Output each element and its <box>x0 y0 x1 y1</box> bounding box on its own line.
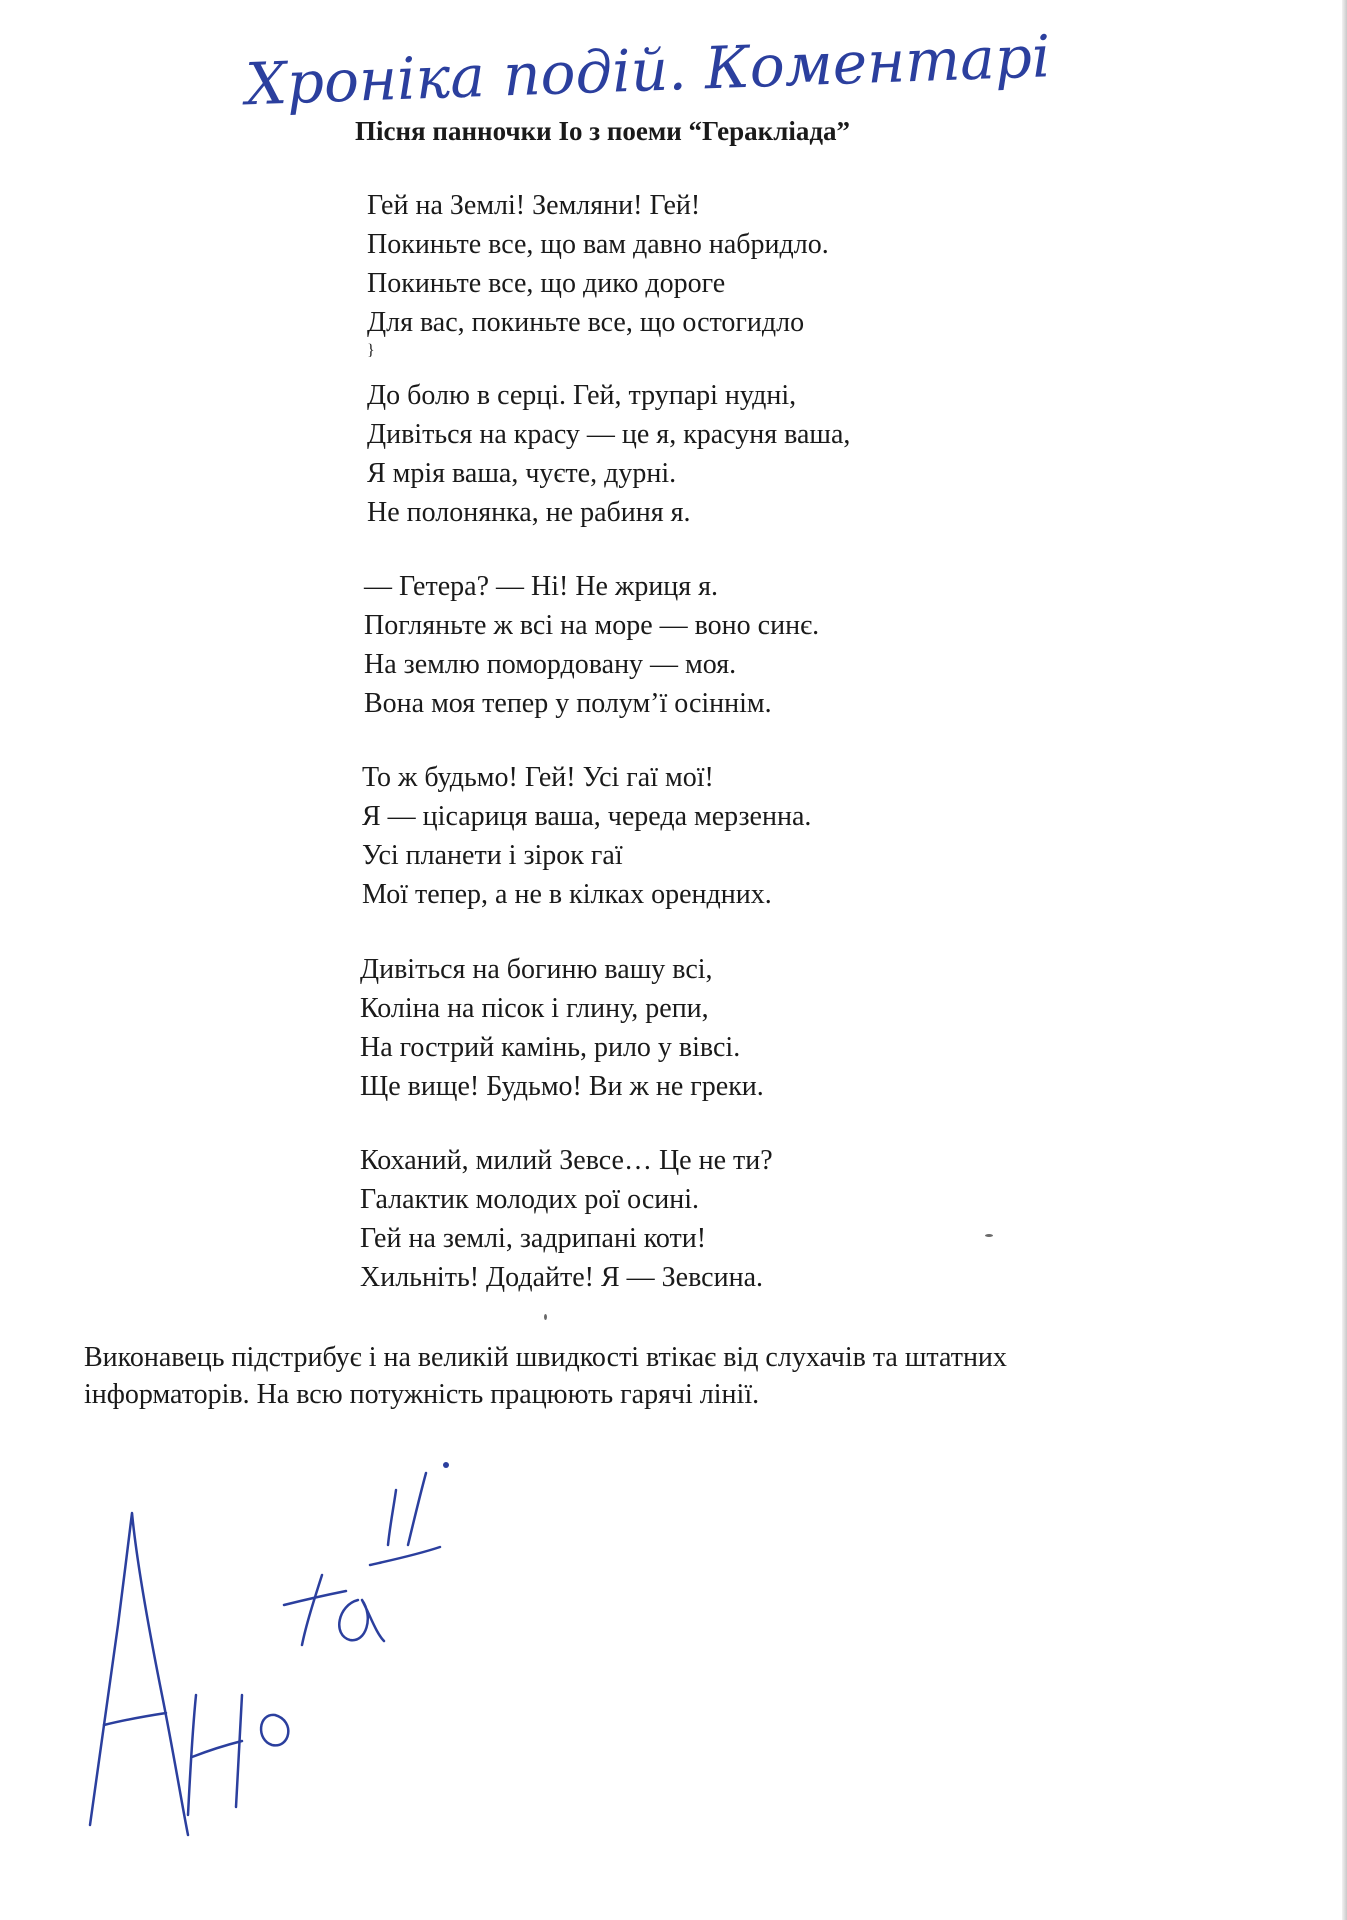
scan-speck <box>985 1234 993 1237</box>
poem-line: Коханий, милий Зевсе… Це не ти? <box>360 1145 773 1176</box>
poem-line: Я — цісариця ваша, череда мерзенна. <box>362 801 812 832</box>
poem-line: Ще вище! Будьмо! Ви ж не греки. <box>360 1071 764 1102</box>
stanza-3 <box>364 567 819 723</box>
poem-line: Гей на землі, задрипані коти! <box>360 1223 707 1254</box>
poem-line: Для вас, покиньте все, що остогидло <box>367 307 805 338</box>
poem-line: То ж будьмо! Гей! Усі гаї мої! <box>362 762 714 793</box>
scan-speck <box>544 1314 547 1320</box>
poem-line: Покиньте все, що вам давно набридло. <box>367 229 829 260</box>
handwritten-header <box>235 0 1195 125</box>
poem-line: — Гетера? — Ні! Не жриця я. <box>364 571 719 602</box>
poem-line: Я мрія ваша, чуєте, дурні. <box>367 458 677 489</box>
poem-line: Не полонянка, не рабиня я. <box>367 497 691 528</box>
stanza-6 <box>360 1141 773 1297</box>
poem-line: На гострий камінь, рило у вівсі. <box>360 1032 741 1063</box>
scan-edge-shadow <box>1342 0 1347 1920</box>
poem-line: До болю в серці. Гей, трупарі нудні, <box>367 380 797 411</box>
poem-line: Коліна на пісок і глину, репи, <box>360 993 709 1024</box>
poem-line: Гей на Землі! Земляни! Гей! <box>367 190 701 221</box>
poem-line: Хильніть! Додайте! Я — Зевсина. <box>360 1262 763 1293</box>
handwritten-signature <box>70 1395 500 1855</box>
poem-line: На землю помордовану — моя. <box>364 649 737 680</box>
handwritten-header-text: Хроніка подій. Коментарі <box>244 22 1052 119</box>
poem-line: Усі планети і зірок гаї <box>362 840 623 871</box>
stanza-5 <box>360 950 764 1106</box>
poem-line: Дивіться на красу — це я, красуня ваша, <box>367 419 851 450</box>
closing-line: Виконавець підстрибує і на великій швидкості втікає від слухачів та штатних <box>84 1342 1007 1373</box>
poem-line: Галактик молодих рої осині. <box>360 1184 700 1215</box>
poem-line: Покиньте все, що дико дороге <box>367 268 726 299</box>
stanza-1: Гей на Землі! Земляни! Гей! Покиньте все, що вам давно набридло. Покиньте все, що дико дороге Для вас, покиньте все, що остогидло } <box>367 186 829 360</box>
poem-line: Мої тепер, а не в кілках орендних. <box>362 879 772 910</box>
poem-line: Погляньте ж всі на море — воно синє. <box>364 610 820 641</box>
poem-line: Вона моя тепер у полум’ї осіннім. <box>364 688 772 719</box>
poem-title: Пісня панночки Іо з поеми “Гераклiада” <box>355 116 851 146</box>
poem-line: Дивіться на богиню вашу всі, <box>360 954 713 985</box>
stanza-2 <box>367 376 850 532</box>
stanza-4 <box>362 758 811 914</box>
closing-line: інформаторів. На всю потужність працюють гарячі лінії. <box>84 1379 760 1410</box>
